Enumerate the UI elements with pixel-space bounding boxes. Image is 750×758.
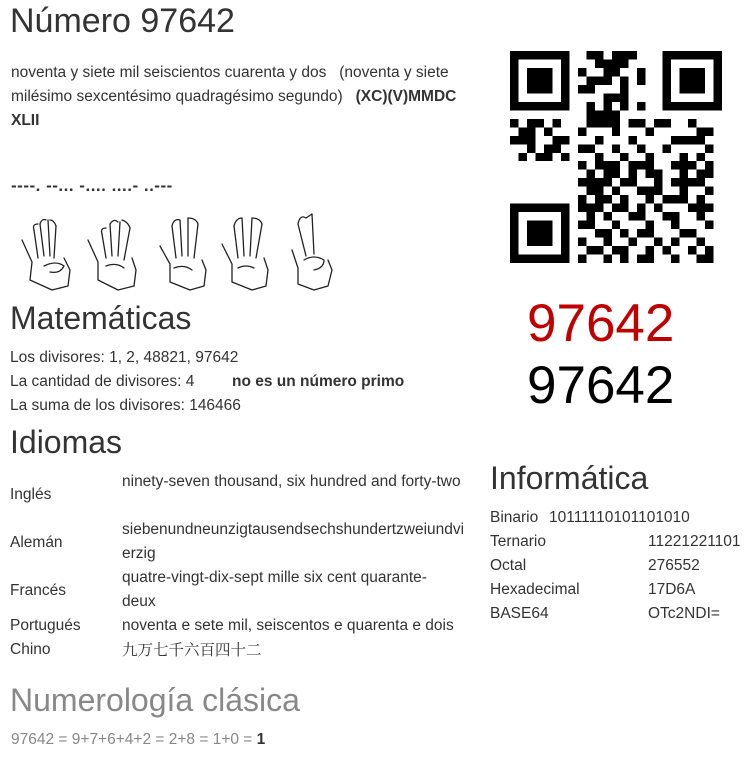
numerology-formula bbox=[11, 731, 265, 749]
language-value: siebenundneunzigtausendsechshundertzweiundvierzig bbox=[122, 521, 465, 562]
language-name: Portugués bbox=[10, 617, 81, 634]
language-row bbox=[10, 518, 480, 566]
computing-row bbox=[490, 605, 750, 623]
computing-name: Octal bbox=[490, 557, 527, 574]
math-section-title: Matemáticas bbox=[10, 300, 192, 336]
language-value: noventa e sete mil, seiscentos e quarenta e dois bbox=[122, 617, 454, 634]
computing-row bbox=[490, 509, 750, 527]
computing-name: Hexadecimal bbox=[490, 581, 580, 598]
big-number-black: 97642 bbox=[527, 356, 675, 415]
language-value: ninety-seven thousand, six hundred and forty-two bbox=[122, 473, 461, 490]
spanish-words: noventa y siete mil seiscientos cuarenta y dos bbox=[11, 64, 327, 81]
hand-digit-4-icon bbox=[222, 218, 268, 290]
divisor-sum-text: La suma de los divisores: 146466 bbox=[10, 397, 241, 414]
ordinal-words: (noventa y siete milésimo sexcentésimo quadragésimo segundo) bbox=[11, 64, 449, 105]
computing-value: 11221221101 bbox=[648, 533, 741, 550]
language-name: Francés bbox=[10, 582, 66, 599]
computing-row bbox=[490, 557, 750, 575]
language-name: Alemán bbox=[10, 534, 63, 551]
computing-section-title: Informática bbox=[490, 460, 649, 496]
computing-value: 276552 bbox=[648, 557, 700, 574]
numerology-result: 1 bbox=[256, 731, 266, 748]
page-title: Número 97642 bbox=[10, 2, 235, 40]
divisors-text: Los divisores: 1, 2, 48821, 97642 bbox=[10, 349, 239, 366]
roman-numeral: (XC)(V)MMDC XLII bbox=[11, 88, 457, 129]
morse-code: ----. --... -.... ....- ..--- bbox=[11, 176, 173, 195]
language-row bbox=[10, 566, 480, 614]
numerology-section-title: Numerología clásica bbox=[10, 682, 300, 718]
language-row bbox=[10, 614, 480, 638]
language-value: quatre-vingt-dix-sept mille six cent quarante-deux bbox=[122, 569, 427, 610]
language-name: Chino bbox=[10, 641, 51, 658]
qr-code bbox=[510, 51, 722, 263]
sign-language-hands bbox=[10, 210, 340, 292]
computing-name: Ternario bbox=[490, 533, 546, 550]
computing-row bbox=[490, 581, 750, 599]
computing-name: Binario bbox=[490, 509, 539, 526]
number-in-words bbox=[11, 61, 481, 133]
hand-digit-2-icon bbox=[292, 214, 332, 290]
hand-digit-9-icon bbox=[22, 220, 70, 291]
hand-digit-6-icon bbox=[160, 218, 206, 290]
computing-value: 17D6A bbox=[648, 581, 696, 598]
language-row bbox=[10, 638, 480, 662]
big-number-red: 97642 bbox=[527, 294, 675, 353]
prime-status-text: no es un número primo bbox=[232, 373, 405, 390]
hand-digit-7-icon bbox=[88, 220, 136, 290]
computing-value: OTc2NDI= bbox=[648, 605, 720, 622]
language-row bbox=[10, 470, 480, 518]
language-name: Inglés bbox=[10, 486, 52, 503]
numerology-sum: 97642 = 9+7+6+4+2 = 2+8 = 1+0 = bbox=[11, 731, 253, 748]
computing-name: BASE64 bbox=[490, 605, 549, 622]
computing-value: 10111110101101010 bbox=[549, 509, 690, 526]
divisor-count-text: La cantidad de divisores: 4 bbox=[10, 373, 195, 390]
computing-row bbox=[490, 533, 750, 551]
language-value: 九万七千六百四十二 bbox=[122, 641, 262, 659]
languages-section-title: Idiomas bbox=[10, 424, 123, 460]
